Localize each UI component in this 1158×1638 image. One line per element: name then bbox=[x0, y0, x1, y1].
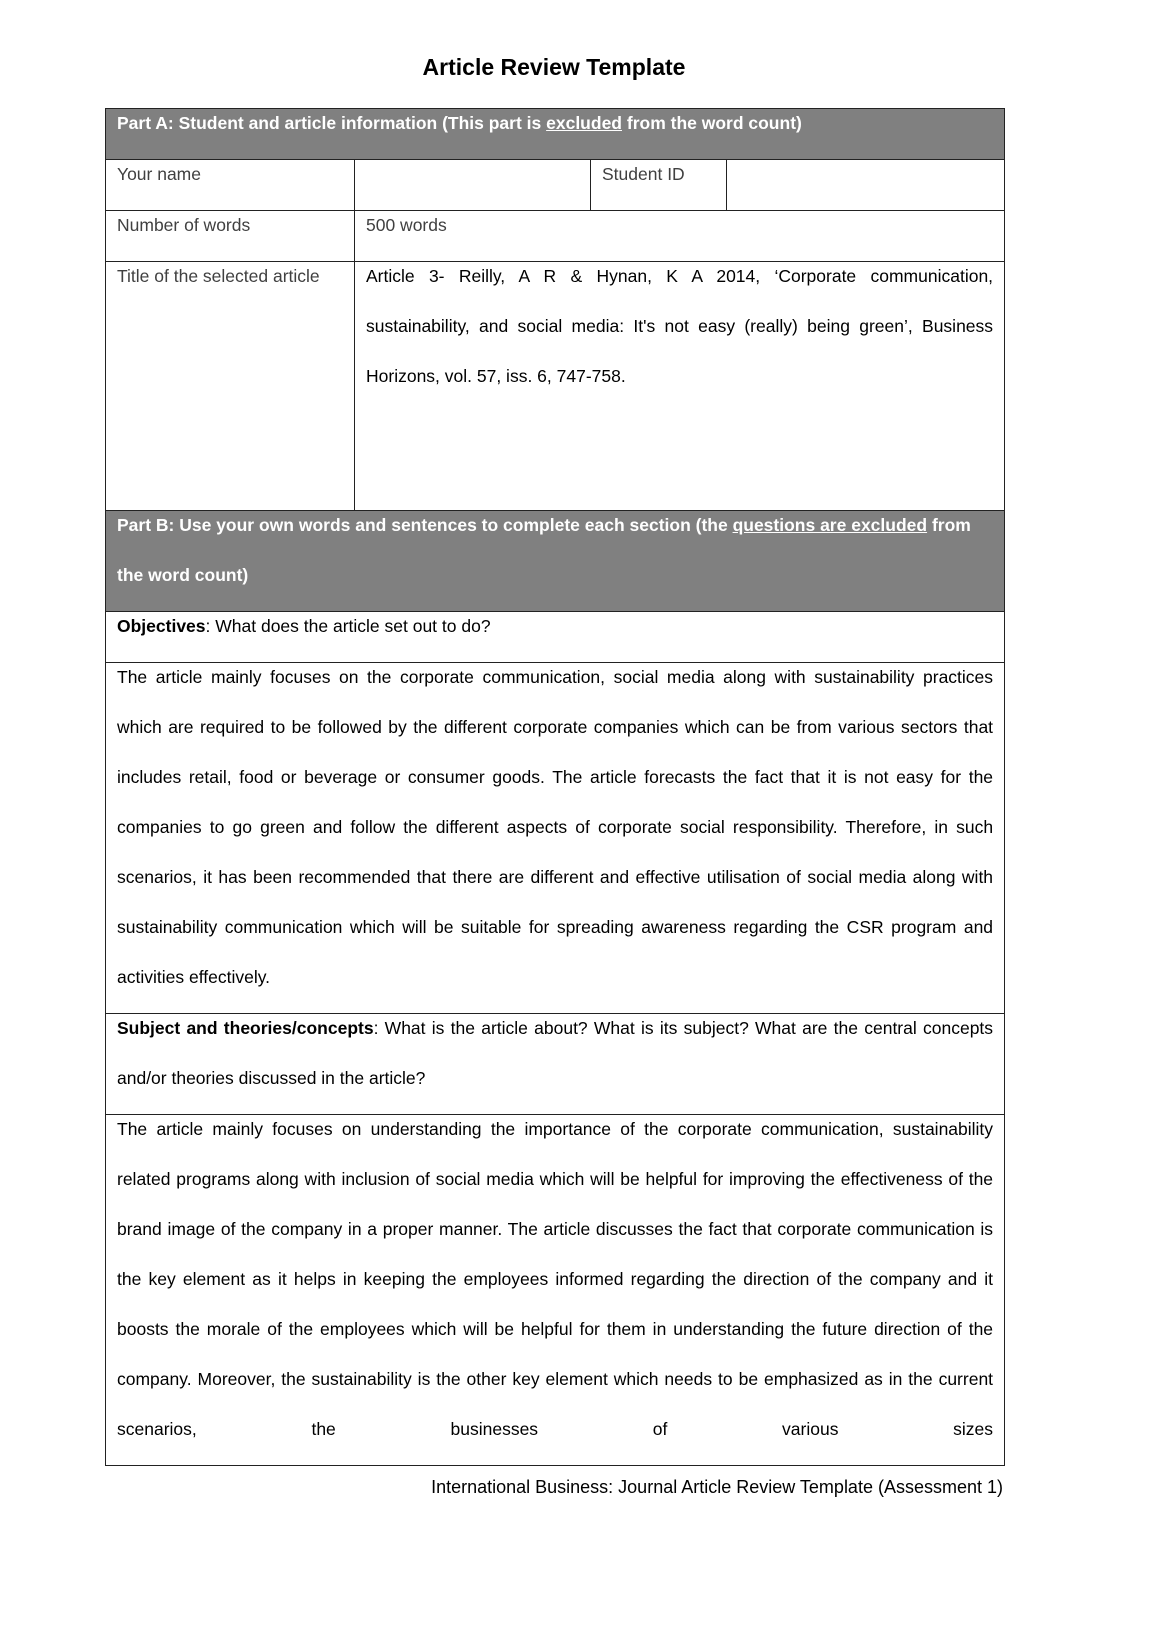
page-title: Article Review Template bbox=[422, 54, 686, 80]
objectives-answer: The article mainly focuses on the corporate communication, social media along with sustainability practices which are required to be followed by the different corporate companies which can be from various sectors that includes retail, food or beverage or consumer goods. The article forecasts the fact that it is not easy for the companies to go green and follow the different aspects of corporate social responsibility. Therefore, in such scenarios, it has been recommended that there are different and effective utilisation of social media along with sustainability communication which will be suitable for spreading awareness regarding the CSR program and activities effectively. bbox=[117, 667, 994, 987]
article-label: Title of the selected article bbox=[117, 266, 320, 286]
part-a-text: Part A: Student and article information (This part is bbox=[117, 113, 547, 133]
student-id-label: Student ID bbox=[602, 164, 685, 184]
article-value: Article 3- Reilly, A R & Hynan, K A 2014, ‘Corporate communication, sustainability, and social media: It's not easy (really) being green’, Business Horizons, vol. 57, iss. 6, 747-758. bbox=[366, 266, 994, 386]
subject-bold: Subject and theories/concepts bbox=[117, 1018, 374, 1038]
part-b-header bbox=[106, 511, 1005, 612]
part-b-text: Part B: Use your own words and sentences to complete each section (the bbox=[117, 515, 733, 535]
words-value: 500 words bbox=[366, 215, 447, 235]
name-label: Your name bbox=[117, 164, 201, 184]
objectives-q: : What does the article set out to do? bbox=[205, 616, 491, 636]
page-footer: International Business: Journal Article Review Template (Assessment 1) bbox=[431, 1477, 1003, 1497]
subject-q: : What is the article about? What is its subject? What are the central concepts and/or theories discussed in the article? bbox=[117, 1018, 994, 1088]
subject-question bbox=[106, 1014, 1005, 1115]
subject-answer: The article mainly focuses on understanding the importance of the corporate communication, sustainability related programs along with inclusion of social media which will be helpful for improving the effectiveness of the brand image of the company in a proper manner. The article discusses the fact that corporate communication is the key element as it helps in keeping the employees informed regarding the direction of the company and it boosts the morale of the employees which will be helpful for them in understanding the future direction of the company. Moreover, the sustainability is the other key element which needs to be emphasized as in the current scenarios, the businesses of various sizes bbox=[117, 1119, 994, 1439]
review-table bbox=[105, 108, 1005, 1466]
words-label: Number of words bbox=[117, 215, 251, 235]
part-a-underlined: excluded bbox=[546, 113, 622, 133]
part-b-underlined: questions are excluded bbox=[732, 515, 928, 535]
part-b-text-end: from the word count) bbox=[117, 515, 971, 585]
part-a-text-end: from the word count) bbox=[622, 113, 802, 133]
objectives-bold: Objectives bbox=[117, 616, 206, 636]
